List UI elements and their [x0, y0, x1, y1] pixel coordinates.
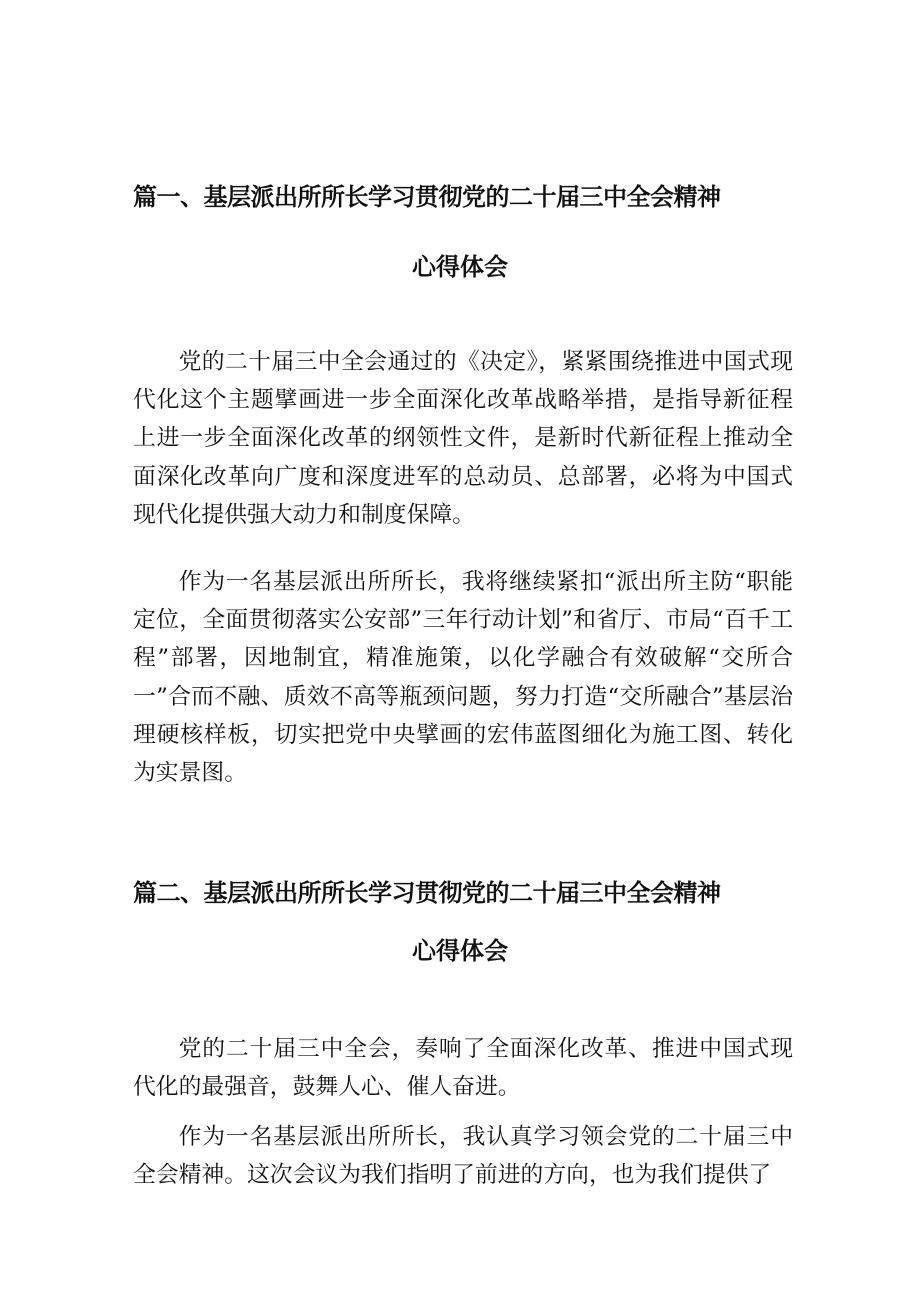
- article-2-title-line1: 篇二、基层派出所所长学习贯彻党的二十届三中全会精神: [133, 879, 721, 907]
- article-2-paragraph-1: 党的二十届三中全会，奏响了全面深化改革、推进中国式现代化的最强音，鼓舞人心、催人奋进。: [133, 1036, 793, 1101]
- article-1-paragraph-1: 党的二十届三中全会通过的《决定》，紧紧围绕推进中国式现代化这个主题擘画进一步全面深化改革战略举措，是指导新征程上进一步全面深化改革的纲领性文件，是新时代新征程上推动全面深化改革向广度和深度进军的总动员、总部署，必将为中国式现代化提供强大动力和制度保障。: [133, 349, 793, 528]
- article-1-title-line2: 心得体会: [412, 253, 508, 281]
- article-2-paragraph-2: 作为一名基层派出所所长，我认真学习领会党的二十届三中全会精神。这次会议为我们指明了前进的方向，也为我们提供了: [133, 1124, 793, 1189]
- article-1-title-line1: 篇一、基层派出所所长学习贯彻党的二十届三中全会精神: [133, 183, 721, 211]
- article-1-paragraph-2: 作为一名基层派出所所长，我将继续紧扣“派出所主防“职能定位，全面贯彻落实公安部”三年行动计划”和省厅、市局“百千工程”部署，因地制宜，精准施策，以化学融合有效破解“交所合一”合而不融、质效不高等瓶颈问题，努力打造“交所融合”基层治理硬核样板，切实把党中央擘画的宏伟蓝图细化为施工图、转化为实景图。: [133, 569, 793, 787]
- article-2-title-line2: 心得体会: [412, 937, 508, 965]
